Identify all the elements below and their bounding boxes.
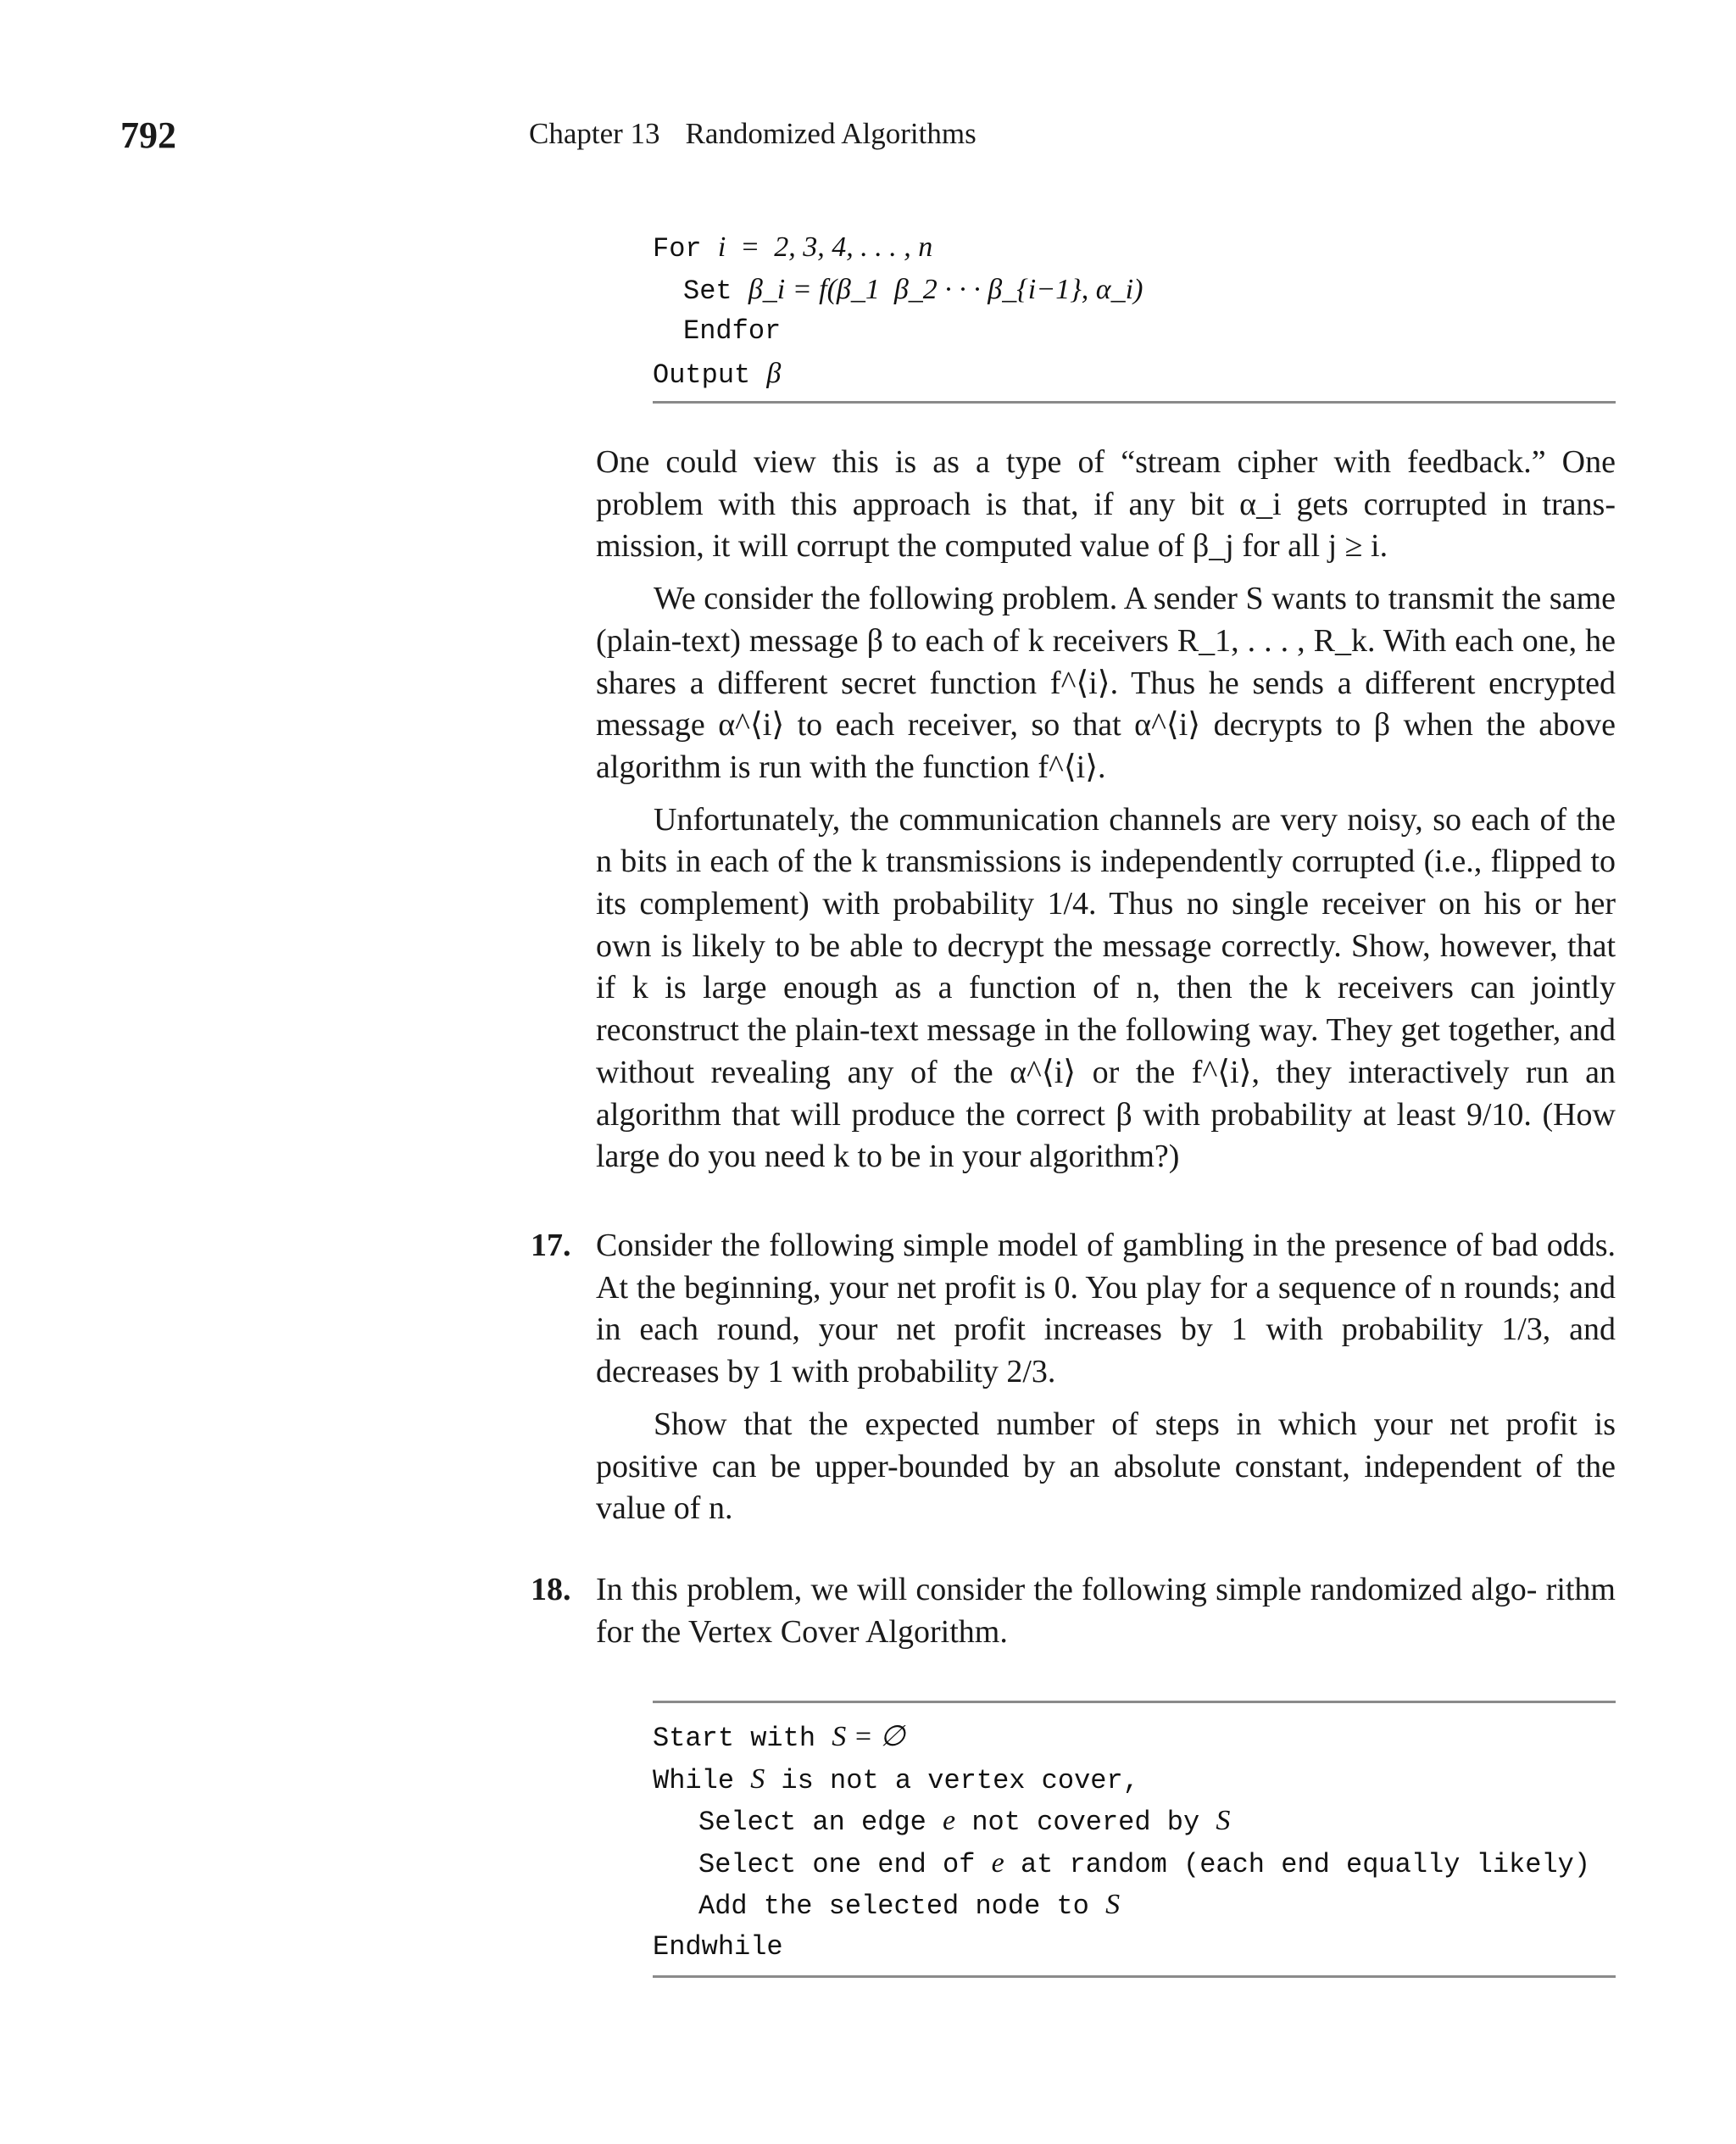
algo1-bottom-rule <box>653 401 1616 404</box>
problem-18 <box>531 1569 1616 1653</box>
algo2-bottom-rule <box>653 1975 1616 1978</box>
page-number: 792 <box>120 114 176 156</box>
algo2-line-4: Select one end of e at random (each end equally likely) <box>698 1846 1591 1880</box>
algo2-line-1: Start with S = ∅ <box>653 1721 905 1754</box>
algo2-line-5: Add the selected node to S <box>698 1889 1121 1922</box>
algorithm-block-1 <box>653 226 1616 394</box>
p18-paragraph-1: In this problem, we will consider the following simple randomized algo- rithm for the Vertex Cover Algorithm. <box>596 1572 1616 1650</box>
running-head <box>529 117 976 151</box>
algo2-top-rule <box>653 1701 1616 1703</box>
p17-paragraph-2: Show that the expected number of steps in which your net profit is positive can be upper-bounded by an absolute constant, independent of the value of n. <box>596 1406 1616 1527</box>
algo1-line-4: Output β <box>653 357 782 391</box>
p16-paragraph-1: One could view this is as a type of “stream cipher with feedback.” One problem with this approach is that, if any bit α_i gets corrupted in trans- mission, it will corrupt the computed value of β_j for all j ≥ i. <box>596 444 1616 565</box>
p17-paragraph-1: Consider the following simple model of gambling in the presence of bad odds. At the beginning, your net profit is 0. You play for a sequence of n rounds; and in each round, your net profit increases by 1 with probability 1/3, and decreases by 1 with probability 2/3. <box>596 1228 1616 1390</box>
problem-17 <box>531 1225 1616 1530</box>
chapter-title: Randomized Algorithms <box>685 117 976 150</box>
p16-paragraph-2: We consider the following problem. A sender S wants to transmit the same (plain-text) message β to each of k receivers R_1, . . . , R_k. With each one, he shares a different secret function f^⟨i⟩. Thus he sends a different encrypted message α^⟨i⟩ to each receiver, so that α^⟨i⟩ decrypts to β when the above algorithm is run with the function f^⟨i⟩. <box>596 581 1616 785</box>
algo1-line-1: For i = 2, 3, 4, . . . , n <box>653 231 933 265</box>
algo2-line-3: Select an edge e not covered by S <box>698 1805 1231 1838</box>
chapter-label: Chapter 13 <box>529 117 660 150</box>
problem-17-number: 17. <box>531 1228 571 1263</box>
p16-paragraph-3: Unfortunately, the communication channels are very noisy, so each of the n bits in each of the k transmissions is independently corrupted (i.e., flipped to its complement) with probability 1/4. Thus no single receiver on his or her own is likely to be able to decrypt the message correctly. Show, however, that if k is large enough as a function of n, then the k receivers can jointly reconstruct the plain-text message in the following way. They get together, and without revealing any of the α^⟨i⟩ or the f^⟨i⟩, they interactively run an algorithm that will produce the correct β with probability at least 9/10. (How large do you need k to be in your algorithm?) <box>596 801 1616 1175</box>
algo2-line-6: Endwhile <box>653 1930 783 1963</box>
algo1-line-2: Set β_i = f(β_1 β_2 · · · β_{i−1}, α_i) <box>683 273 1143 307</box>
algo1-line-3: Endfor <box>683 315 782 347</box>
algorithm-block-2 <box>653 1716 1616 1968</box>
problem-16-text <box>596 442 1616 1178</box>
problem-18-number: 18. <box>531 1572 571 1607</box>
algo2-line-2: While S is not a vertex cover, <box>653 1763 1139 1796</box>
